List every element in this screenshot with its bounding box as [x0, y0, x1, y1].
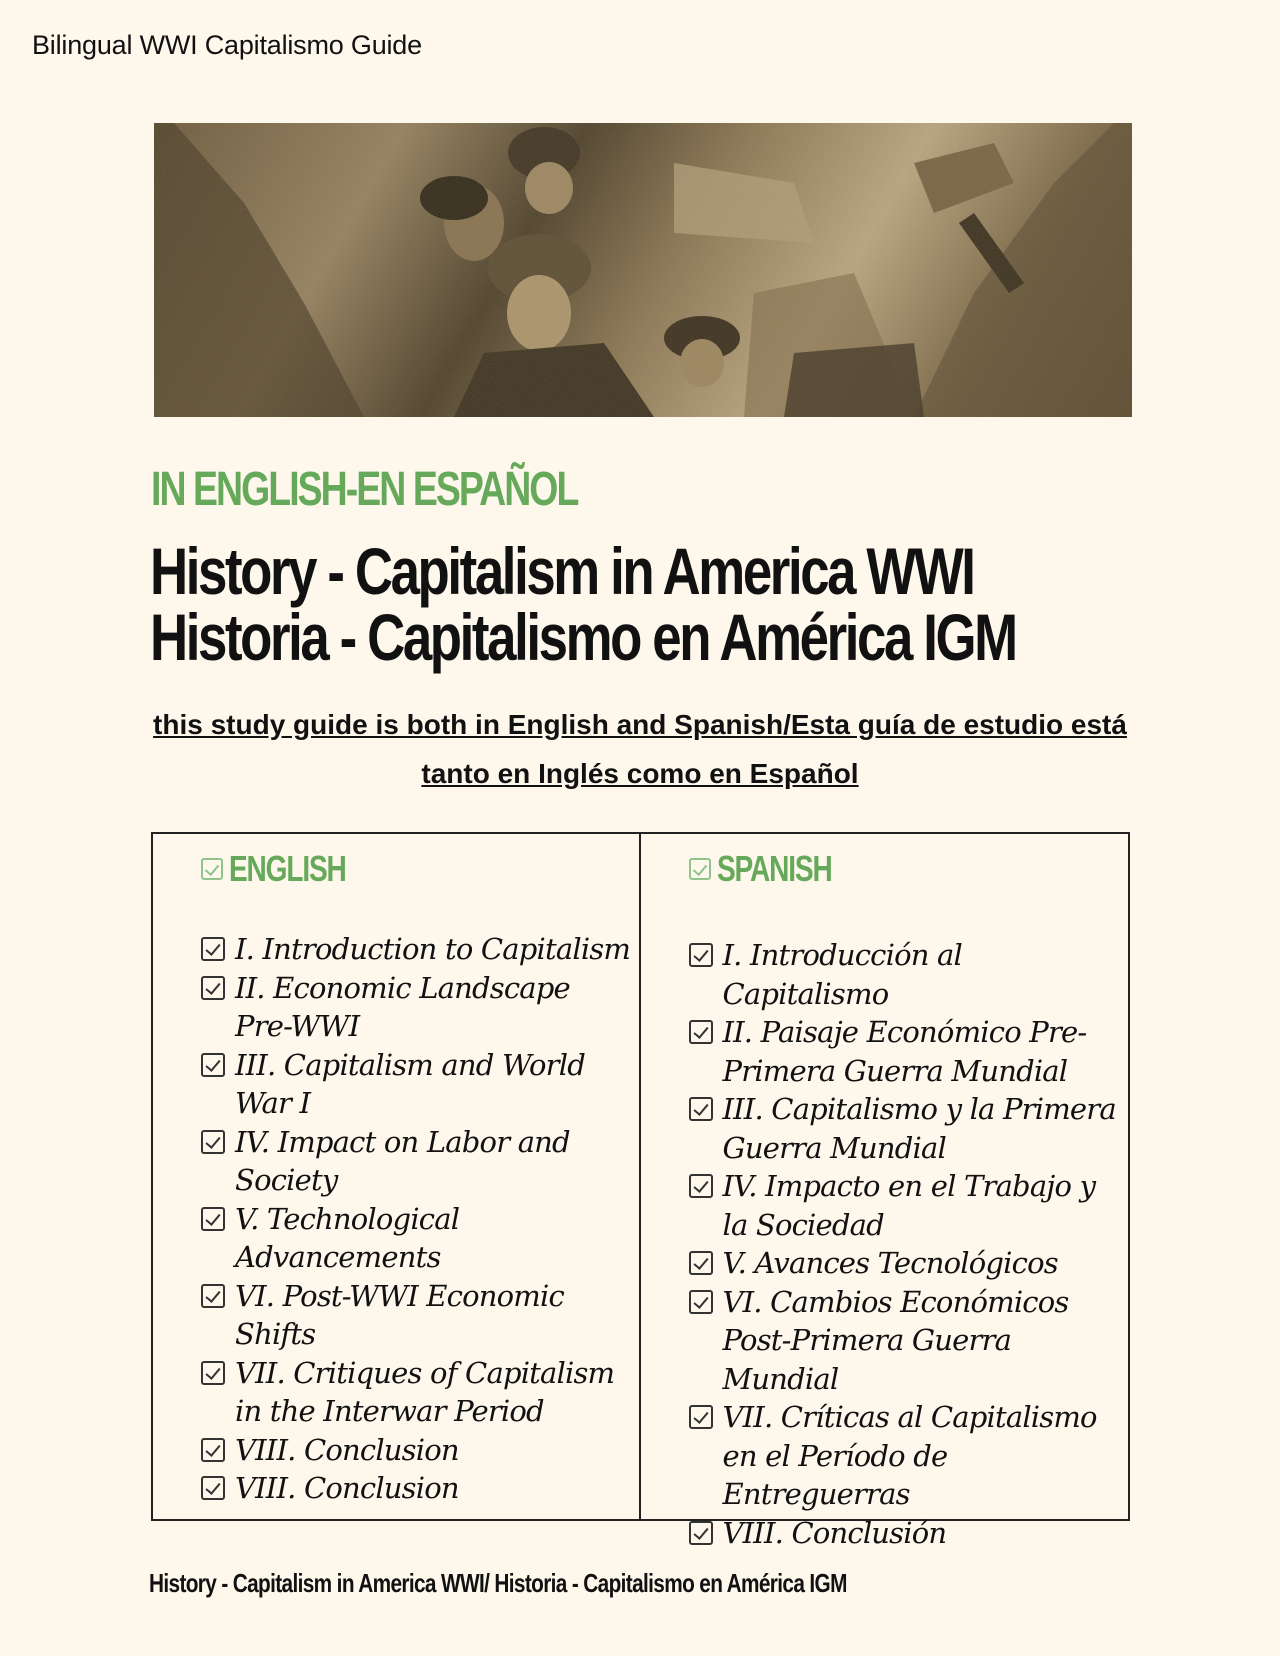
list-item — [201, 1469, 631, 1508]
toc-item-label: VI. Post-WWI Economic Shifts — [235, 1278, 564, 1351]
toc-item-label: IV. Impact on Labor and Society — [235, 1124, 570, 1197]
list-item — [689, 936, 1121, 1013]
toc-item-label: VII. Críticas al Capitalismo en el Período de Entreguerras — [722, 1400, 1097, 1511]
checkbox-checked-icon — [201, 976, 225, 1000]
list-item — [201, 969, 631, 1046]
title-english: History - Capitalism in America WWI — [150, 534, 974, 608]
checkbox-checked-icon — [201, 1438, 225, 1462]
list-item — [689, 1090, 1121, 1167]
toc-item-label: II. Economic Landscape Pre-WWI — [235, 970, 570, 1043]
checkbox-checked-icon — [689, 1290, 713, 1314]
list-item — [689, 1244, 1121, 1283]
list-item — [201, 1046, 631, 1123]
list-item — [689, 1013, 1121, 1090]
main-title — [150, 534, 1016, 674]
toc-english-heading — [201, 848, 379, 890]
toc-item-label: III. Capitalism and World War I — [235, 1047, 585, 1120]
checkbox-checked-icon — [201, 1284, 225, 1308]
checkbox-checked-icon — [201, 858, 223, 880]
checkbox-checked-icon — [689, 943, 713, 967]
language-tag: IN ENGLISH-EN ESPAÑOL — [151, 463, 578, 516]
trench-photo-illustration — [154, 123, 1132, 417]
toc-item-label: I. Introduction to Capitalism — [235, 932, 631, 966]
list-item — [689, 1283, 1121, 1399]
toc-english-list — [201, 930, 631, 1508]
checkbox-checked-icon — [201, 937, 225, 961]
toc-english-column — [153, 834, 641, 1519]
checkbox-checked-icon — [689, 1521, 713, 1545]
checkbox-checked-icon — [689, 1174, 713, 1198]
checkbox-checked-icon — [689, 1405, 713, 1429]
toc-english-heading-label: ENGLISH — [229, 848, 346, 889]
checkbox-checked-icon — [201, 1053, 225, 1077]
list-item — [689, 1398, 1121, 1514]
toc-item-label: VI. Cambios Económicos Post-Primera Guerra Mundial — [722, 1284, 1069, 1396]
list-item — [201, 1354, 631, 1431]
document-title: Bilingual WWI Capitalismo Guide — [32, 30, 422, 60]
checkbox-checked-icon — [689, 1020, 713, 1044]
hero-photo — [154, 123, 1132, 417]
toc-item-label: VII. Critiques of Capitalism in the Interwar Period — [235, 1355, 615, 1428]
toc-item-label: II. Paisaje Económico Pre-Primera Guerra Mundial — [722, 1015, 1087, 1088]
list-item — [201, 1431, 631, 1470]
checkbox-checked-icon — [201, 1361, 225, 1385]
list-item — [201, 930, 631, 969]
toc-item-label: I. Introducción al Capitalismo — [722, 938, 963, 1011]
checkbox-checked-icon — [689, 1251, 713, 1275]
toc-spanish-list — [689, 936, 1121, 1552]
page-footer: History - Capitalism in America WWI/ Historia - Capitalismo en América IGM — [149, 1568, 847, 1598]
list-item — [201, 1200, 631, 1277]
toc-item-label: VIII. Conclusion — [235, 1471, 459, 1505]
toc-spanish-heading — [689, 848, 864, 890]
table-of-contents — [151, 832, 1130, 1550]
checkbox-checked-icon — [201, 1476, 225, 1500]
toc-item-label: IV. Impacto en el Trabajo y la Sociedad — [722, 1169, 1096, 1242]
toc-spanish-heading-label: SPANISH — [716, 848, 832, 889]
toc-item-label: V. Avances Tecnológicos — [722, 1246, 1058, 1280]
list-item — [201, 1277, 631, 1354]
title-spanish: Historia - Capitalismo en América IGM — [150, 600, 1016, 674]
toc-spanish-column — [641, 834, 1129, 1550]
list-item — [201, 1123, 631, 1200]
checkbox-checked-icon — [201, 1207, 225, 1231]
list-item — [689, 1167, 1121, 1244]
toc-item-label: VIII. Conclusion — [235, 1432, 459, 1467]
toc-item-label: V. Technological Advancements — [235, 1201, 460, 1274]
toc-item-label: III. Capitalismo y la Primera Guerra Mundial — [722, 1092, 1116, 1165]
checkbox-checked-icon — [689, 1097, 713, 1121]
bilingual-note: this study guide is both in English and Spanish/Esta guía de estudio está tanto en Inglés como en Español — [153, 709, 1127, 789]
toc-item-label: VIII. Conclusión — [722, 1515, 947, 1550]
checkbox-checked-icon — [201, 1130, 225, 1154]
checkbox-checked-icon — [689, 858, 711, 880]
list-item — [689, 1514, 1121, 1553]
